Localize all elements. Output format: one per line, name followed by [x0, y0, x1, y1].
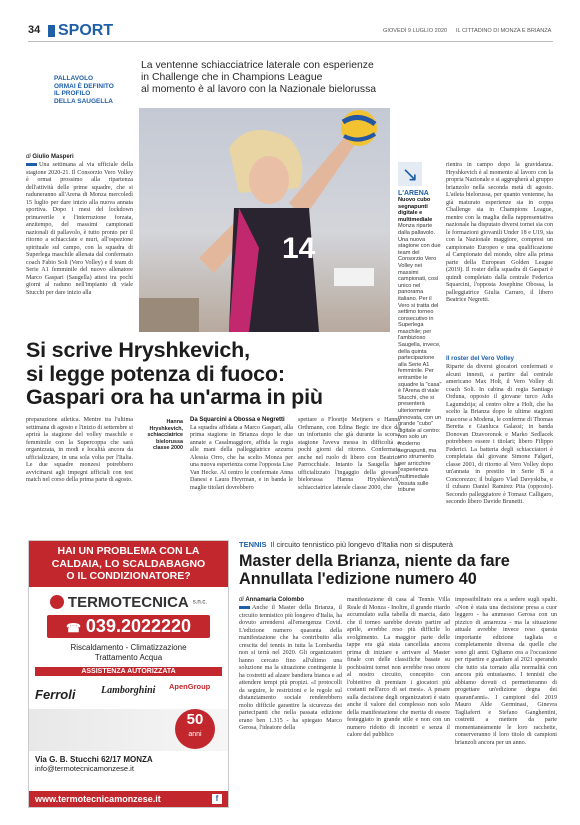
facebook-icon: f — [212, 794, 222, 804]
volleyball-player-illustration — [139, 108, 390, 332]
arena-sidebar — [398, 162, 442, 494]
tennis-col3: impossibilitato ora a sedere sugli spalti. «Non è stata una decisione presa a cuor leggero - ha ammesso Gerosa con un pizzico di amarezza - ma la situazione attuale avrebbe invece reso questa importante edizione tagliata e completamente diversa da quelle che sono gli anni. Ogliamo ora a l'occasione per ripartire e guardare al 2021 sperando che tutto sia tornato alla normalità con ancora più entusiasmo. I tennisti che abbiamo dovuti ci permetteranno di progettare un'edizione degna dei quarant'anni». I campioni del 2019 Mauro Alde Germinasi, Ginevra Tagliaferri e Stefano Ganghentini, costretti a mettere da parte momentaneamente le loro racchette, conserveranno il loro titolo di campioni brianzoli ancora per un anno. — [455, 597, 557, 746]
top-article-col3: Da Squarcini a Obossa e Negretti La squadra affidata a Marco Gaspari, alla prima stagione in Brianza dopo le due annate a Casalmaggiore, affida la regia alle mani della palleggiatrice azzurra Alessia Orro, che ha scelto Monza per una nuova esperienza come l'opposta Lise Van Hecke. Al centro le confermate Anna Danesi e Laura Heyrman, e in banda le maglie titolari dovrebbero — [190, 417, 293, 491]
page-number: 34 — [28, 24, 41, 36]
photo-caption: Hanna Hryshkevich, schiacciatrice bielorussa classe 2000 — [147, 419, 183, 452]
ad-headline: HAI UN PROBLEMA CON LA CALDAIA, LO SCALDABAGNO O IL CONDIZIONATORE? — [29, 541, 228, 587]
ad-address: Via G. B. Stucchi 62/17 MONZA — [35, 754, 153, 764]
top-article-col6b: Riparte da diversi giocatori confermati e alcuni innesti, a partire dal centrale americano Max Holt, il Vero Volley di coach Soli. In cabina di regia Santiago Orduna, opposto il giovane turco Adis Lagumdzija; al centro oltre a Holt, che ha scelto la Brianza dopo le ultime stagioni trascorse a Modena, le conferme di Thomas Beretta e Gianluca Galassi; in banda Donovan Dzavoronok e Marko Sedlacek potrebbero essere i titolari; libero Filippo Federici. La batteria degli schiacciatori è completata dal giovane Simone Falgari, classe 2001, di ritorno al Vero Volley dopo un'annata in prestito in Serie B a Concorezzo; il bulgaro Vlad Davyskiba, e il cubano Daniel Ramirez Pita (opposto). Secondo palleggiatore è Tomasz Calligaro, secondo libero Davide Brunetti. — [446, 364, 553, 505]
player-photo — [139, 108, 390, 332]
section-marker — [48, 25, 55, 37]
ad-email[interactable]: info@termotecnicamonzese.it — [35, 763, 134, 773]
ad-phone[interactable]: ☎ 039.2022220 — [47, 615, 210, 638]
ad-image-band — [29, 709, 228, 751]
ad-assist: ASSISTENZA AUTORIZZATA — [35, 667, 222, 676]
top-article-col6: rientra in campo dopo la gravidanza. Hryshkevich è al momento al lavoro con la propria Nazionale e si aggregherà al gruppo brianzolo nella seconda metà di agosto. L'atleta bielorussa, per quanto ventenne, ha già maturato esperienze sia in coppa Challenge sia in Champions League, mentre con la maglia della rappresentativa nazionale ha disputato diversi tornei sia con le formazioni giovanili Under 18 e U19, sia con la Nazionale maggiore, compresi un campionato Europeo e una qualificazione al Campionato del mondo, oltre alla prima parte della European Golden League (2019). Il roster della squadra di Gaspari è quindi completato dalla centrale Federica Squarcini, l'opposta Josephine Obossa, la palleggiatrice Giulia Carraro, il libero Beatrice Negretti. — [446, 162, 553, 303]
top-article-col4: spettare a Floortje Meijners e Hanna Orthmann, con Edina Begic tre dice da un infortunio che già durante la scorsa stagione l'aveva messa in difficoltà a pochi giorni dal ritorno. Confermata anche nel ruolo di libero con Beatrice Parrocchiale. Intanto la Saugella ha ufficializzato l'ingaggio della giovane bielorussa Hanna Hryshkevich, schiacciatrice laterale classe 2000, che — [298, 417, 400, 491]
page-header — [28, 22, 553, 42]
section-title: SPORT — [58, 22, 114, 39]
sidebar-text: Monza riparte dalla pallavolo. Una nuova stagione con due team del Consorzio Vero Volley nei massimi campionati, così unico nel panorama italiano. Per il Vero si tratta del settimo torneo consecutivo in Superlega maschile; per l'ambizioso Saugella, invece, della quinta partecipazione alla Serie A1 femminile. Per entrambe le squadre la "casa" è l'Arena di viale Stucchi, che si presenterà ulteriormente rinnovata, con un grande "cubo" digitale al centro: non solo un moderno segnapunti, ma uno strumento per arricchire l'esperienza multimediale vissuta sulle tribune — [398, 223, 442, 494]
header-date: GIOVEDÌ 9 LUGLIO 2020 — [383, 28, 448, 34]
roster-subhead: Il roster del Vero Volley — [446, 355, 514, 362]
tennis-kicker: TENNIS Il circuito tennistico più longevo d'Italia non si disputerà — [239, 540, 453, 549]
sidebar-lead: Nuovo cubo segnapunti digitale e multimediale — [398, 197, 433, 223]
tennis-col2: manifestazione di casa al Tennis Villa Reale di Monza - Inoltre, il grande ritardo accumulato sulla tabella di marcia, dato che il torneo sarebbe dovuto partire ad aprile, avrebbe reso più difficile lo svolgimento. La maggior parte delle tappe era già stata cancellata ancora prima di iniziare e arrivare al Master finale con delle classifiche basate su pochissimi tornei non avrebbe reso onore al nostro circuito, concepito con l'obiettivo di premiare i giocatori più costanti nell'arco di sei mesi». A pesare sulla decisione degli organizzatori è stato anche il valore del complesso non solo della manifestazione che merita di essere festeggiato in grande stile e non con un numero ridotto di incontri e senza il calore del pubblico — [347, 597, 450, 738]
svg-text:14: 14 — [282, 232, 316, 265]
ad-brands: Ferroli Lamborghini ApenGroup — [35, 681, 211, 702]
termotecnica-ad[interactable] — [28, 540, 229, 808]
top-article-col1b: preparazione atletica. Mentre tra l'ultima settimana di agosto e l'inizio di settembre si aprirà la stagione del volley maschile e femminile con la Supercoppa che sarà organizzata, in modi e località ancora da ufficializzare, in una sola volta per l'Italia. Le due squadre monzesi potrebbero avvicinarsi agli impegni ufficiali con test match nel corso della prima parte di agosto. — [26, 417, 133, 483]
ad-logo: TERMOTECNICA s.n.c. — [29, 593, 228, 611]
top-byline: di Giulio Masperi — [26, 154, 74, 160]
sidebar-title: L'ARENA — [398, 190, 429, 197]
tennis-col1: Anche il Master della Brianza, il circuito tennistico più longevo d'Italia, ha dovuto arrendersi all'emergenza Covid. L'edizione numero quaranta della manifestazione che ha contribuito alla crescita del tennis in tutta la Lombardia non si terrà nel 2020. Gli organizzatori hanno cercato fino all'ultimo una soluzione ma la situazione contingente li ha costretti ad alzare bandiera bianca e ad attendere tempi più propizi. «I protocolli da seguire, le restrizioni e le regole sul distanziamento sociale renderebbero molto difficile garantire la sicurezza dei partecipanti che nella passata edizione erano ben 1.315 - ha spiegato Marco Gerosa, l'ideatore della — [239, 605, 342, 731]
article-kicker: PALLAVOLO ORMAI È DEFINITO IL PROFILO DELLA SAUGELLA — [54, 75, 114, 105]
header-paper-name: IL CITTADINO DI MONZA E BRIANZA — [456, 28, 552, 34]
arrow-down-icon: ↘ — [398, 162, 422, 186]
tennis-byline: di Annamaria Colombo — [239, 597, 305, 603]
tennis-headline: Master della Brianza, niente da fare Annullata l'edizione numero 40 — [239, 552, 510, 589]
anniversary-badge: 50 anni — [175, 709, 215, 749]
ad-services: Riscaldamento - Climatizzazione Trattamento Acqua — [70, 642, 187, 662]
paragraph-marker — [26, 163, 37, 166]
top-headline: Si scrive Hryshkevich, si legge potenza di fuoco: Gaspari ora ha un'arma in più — [26, 338, 323, 409]
subhead-squarcini: Da Squarcini a Obossa e Negretti — [190, 417, 285, 423]
flame-icon — [50, 595, 64, 609]
ad-website[interactable]: www.termotecnicamonzese.it f — [29, 791, 228, 807]
top-article-col1: Una settimana al via ufficiale della stagione 2020-21. Il Consorzio Vero Volley è ormai prossimo alla ripartenza dell'attività delle prime squadre, che si raduneranno all'Arena di Monza mercoledì 15 luglio per dare inizio alla nuova annata sportiva. Dopo i mesi del lockdown primaverile e l'interruzione forzata, anzitempo, del massimi campionati nazionali di pallavolo, è tutto pronto per il ritorno a schiacciate e muri, all'ospezione spirituale sul campo, con la squadra di Superlega maschile allenata dal confermato coach Fabio Soli (Vero Volley) e il team di Serie A1 femminile del nuovo allenatore Marco Gaspari (Saugella) attesi tra pochi giorni al raduno nell'impianto di viale Stucchi per dare inizio alla — [26, 162, 133, 296]
phone-icon: ☎ — [65, 620, 81, 635]
paragraph-marker — [239, 606, 250, 609]
article-subtitle: La ventenne schiacciatrice laterale con esperienze in Challenge che in Champions League al momento è al lavoro con la Nazionale bielorussa — [141, 60, 377, 96]
